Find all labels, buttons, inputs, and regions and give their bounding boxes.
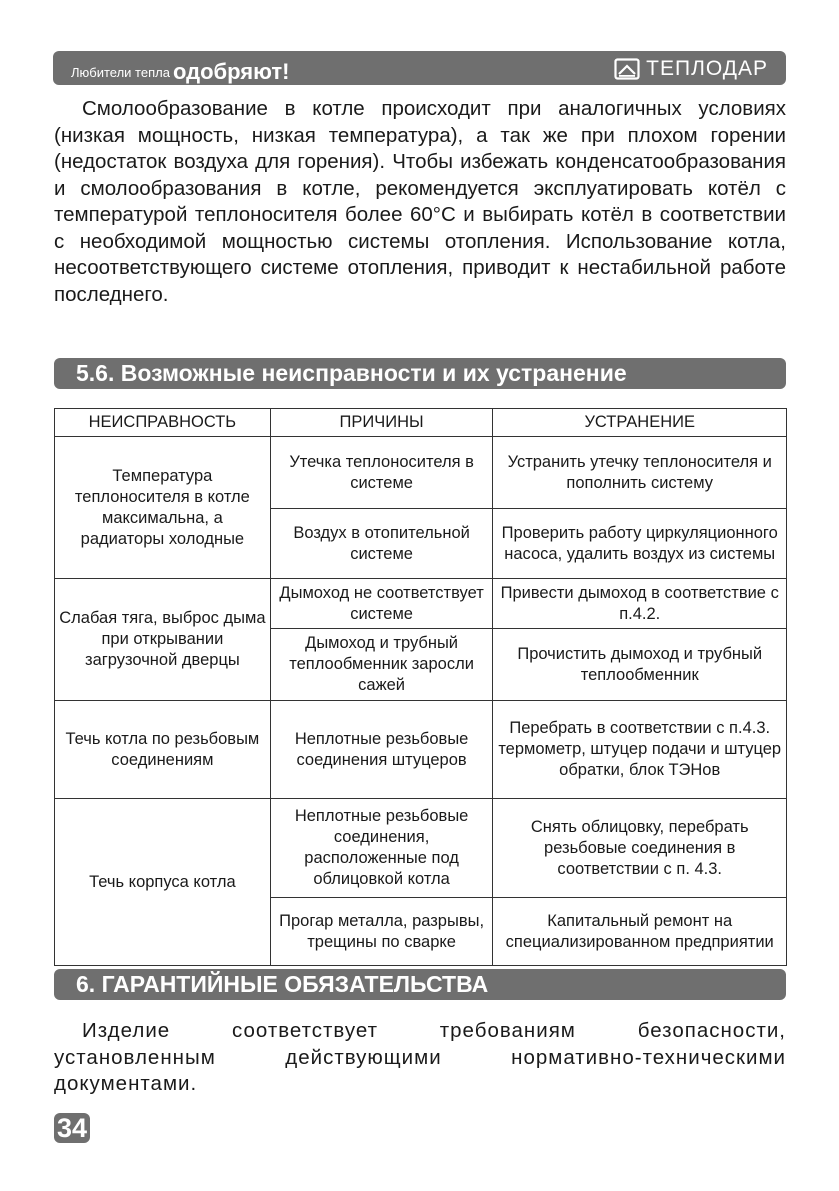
tagline-bold: одобряют! xyxy=(172,59,290,84)
intro-text: Смолообразование в котле происходит при аналогичных условиях (низкая мощность, низкая температура), а так же при плохом горении (недостаток воздуха для горения). Чтобы избежать конденсатообразования и смолообразования в котле, рекомендуется эксплуатировать котёл с температурой теплоносителя более 60°С и выбирать котёл в соответствии с необходимой мощностью системы отопления. Использование котла, несоответствующего системе отопления, приводит к нестабильной работе последнего. xyxy=(54,97,786,306)
fault-cell: Течь корпуса котла xyxy=(55,799,271,966)
column-header: ПРИЧИНЫ xyxy=(270,409,493,437)
fix-cell: Устранить утечку теплоносителя и пополнить систему xyxy=(493,437,787,509)
fix-cell: Снять облицовку, перебрать резьбовые соединения в соответствии с п. 4.3. xyxy=(493,799,787,898)
brand-logo-icon xyxy=(614,58,640,80)
cause-cell: Неплотные резьбовые соединения штуцеров xyxy=(270,701,493,799)
cause-cell: Неплотные резьбовые соединения, расположенные под облицовкой котла xyxy=(270,799,493,898)
intro-paragraph xyxy=(54,96,786,308)
tagline xyxy=(71,57,289,83)
fault-cell: Слабая тяга, выброс дыма при открывании загрузочной дверцы xyxy=(55,579,271,701)
fix-cell: Привести дымоход в соответствие с п.4.2. xyxy=(493,579,787,629)
column-header: НЕИСПРАВНОСТЬ xyxy=(55,409,271,437)
brand-name: ТЕПЛОДАР xyxy=(646,57,768,80)
page-number: 34 xyxy=(54,1113,90,1143)
table-row xyxy=(55,437,787,509)
cause-cell: Дымоход и трубный теплообменник заросли сажей xyxy=(270,629,493,701)
fix-cell: Перебрать в соответствии с п.4.3. термометр, штуцер подачи и штуцер обратки, блок ТЭНов xyxy=(493,701,787,799)
table-header-row xyxy=(55,409,787,437)
brand-logo xyxy=(614,57,768,81)
cause-cell: Воздух в отопительной системе xyxy=(270,509,493,579)
cause-cell: Утечка теплоносителя в системе xyxy=(270,437,493,509)
table-row xyxy=(55,799,787,898)
column-header: УСТРАНЕНИЕ xyxy=(493,409,787,437)
cause-cell: Прогар металла, разрывы, трещины по сварке xyxy=(270,898,493,966)
fix-cell: Проверить работу циркуляционного насоса, удалить воздух из системы xyxy=(493,509,787,579)
table-row xyxy=(55,701,787,799)
fault-cell: Течь котла по резьбовым соединениям xyxy=(55,701,271,799)
section-heading-warranty: 6. ГАРАНТИЙНЫЕ ОБЯЗАТЕЛЬСТВА xyxy=(54,969,786,1000)
cause-cell: Дымоход не соответствует системе xyxy=(270,579,493,629)
fix-cell: Капитальный ремонт на специализированном предприятии xyxy=(493,898,787,966)
warranty-paragraph xyxy=(54,1018,786,1098)
fix-cell: Прочистить дымоход и трубный теплообменник xyxy=(493,629,787,701)
page-header xyxy=(53,51,786,85)
fault-cell: Температура теплоносителя в котле максимальна, а радиаторы холодные xyxy=(55,437,271,579)
section-heading-troubleshooting: 5.6. Возможные неисправности и их устранение xyxy=(54,358,786,389)
table-row xyxy=(55,579,787,629)
troubleshooting-table xyxy=(54,408,787,966)
warranty-text: Изделие соответствует требованиям безопасности, установленным действующими нормативно-техническими документами. xyxy=(54,1019,786,1095)
tagline-text: Любители тепла xyxy=(71,65,170,80)
